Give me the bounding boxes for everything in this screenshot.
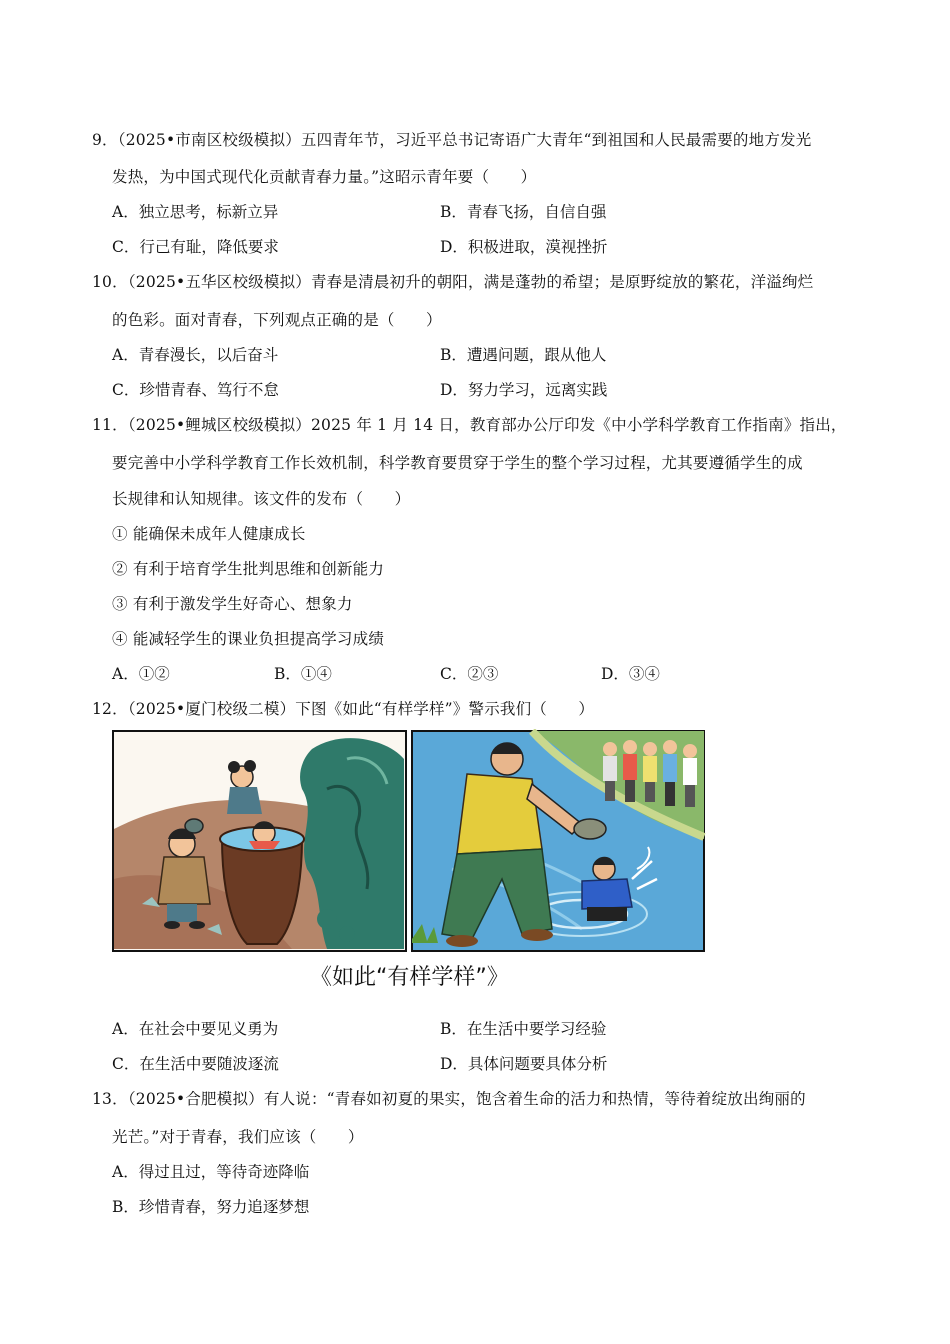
q11-stem-line1: 11．（2025•鲤城区校级模拟）2025 年 1 月 14 日，教育部办公厅印发《中小学科学教育工作指南》指出， bbox=[92, 416, 847, 434]
comic-right-panel bbox=[412, 731, 704, 951]
q11-statement-4: ④ 能减轻学生的课业负担提高学习成绩 bbox=[112, 630, 385, 648]
q9-stem-line2: 发热，为中国式现代化贡献青春力量。”这昭示青年要（ ） bbox=[112, 168, 537, 186]
q9-stem-line1: 9．（2025•市南区校级模拟）五四青年节，习近平总书记寄语广大青年“到祖国和人民最需要的地方发光 bbox=[92, 131, 812, 149]
q11-option-b[interactable]: B．①④ bbox=[274, 665, 332, 683]
q10-option-d[interactable]: D．努力学习，远离实践 bbox=[440, 381, 608, 399]
q13-option-a[interactable]: A．得过且过，等待奇迹降临 bbox=[112, 1163, 310, 1181]
q9-option-c[interactable]: C．行己有耻，降低要求 bbox=[112, 238, 279, 256]
q11-statement-3: ③ 有利于激发学生好奇心、想象力 bbox=[112, 595, 353, 613]
q10-option-c[interactable]: C．珍惜青春、笃行不怠 bbox=[112, 381, 279, 399]
q11-option-c[interactable]: C．②③ bbox=[440, 665, 499, 683]
q10-stem-line1: 10．（2025•五华区校级模拟）青春是清晨初升的朝阳，满是蓬勃的希望；是原野绽放的繁花，洋溢绚烂 bbox=[92, 273, 814, 291]
q11-option-d[interactable]: D．③④ bbox=[601, 665, 660, 683]
q12-option-d[interactable]: D．具体问题要具体分析 bbox=[440, 1055, 608, 1073]
q10-option-a[interactable]: A．青春漫长，以后奋斗 bbox=[112, 346, 279, 364]
q10-option-b[interactable]: B．遭遇问题，跟从他人 bbox=[440, 346, 607, 364]
q12-option-a[interactable]: A．在社会中要见义勇为 bbox=[112, 1020, 279, 1038]
q11-statement-2: ② 有利于培育学生批判思维和创新能力 bbox=[112, 560, 385, 578]
q9-option-b[interactable]: B．青春飞扬，自信自强 bbox=[440, 203, 607, 221]
q12-stem-line1: 12．（2025•厦门校级二模）下图《如此“有样学样”》警示我们（ ） bbox=[92, 700, 595, 718]
q11-stem-line2: 要完善中小学科学教育工作长效机制，科学教育要贯穿于学生的整个学习过程，尤其要遵循学生的成 bbox=[112, 454, 803, 472]
q12-option-b[interactable]: B．在生活中要学习经验 bbox=[440, 1020, 607, 1038]
comic-left-panel bbox=[113, 731, 406, 951]
q13-stem-line1: 13．（2025•合肥模拟）有人说：“青春如初夏的果实，饱含着生命的活力和热情，等待着绽放出绚丽的 bbox=[92, 1090, 806, 1108]
q9-option-d[interactable]: D．积极进取，漠视挫折 bbox=[440, 238, 608, 256]
q11-statement-1: ① 能确保未成年人健康成长 bbox=[112, 525, 306, 543]
comic-caption: 《如此“有样学样”》 bbox=[310, 965, 509, 990]
q11-stem-line3: 长规律和认知规律。该文件的发布（ ） bbox=[112, 490, 411, 508]
q13-option-b[interactable]: B．珍惜青春，努力追逐梦想 bbox=[112, 1198, 310, 1216]
q11-option-a[interactable]: A．①② bbox=[112, 665, 170, 683]
q13-stem-line2: 光芒。”对于青春，我们应该（ ） bbox=[112, 1128, 364, 1146]
q9-option-a[interactable]: A．独立思考，标新立异 bbox=[112, 203, 279, 221]
q12-option-c[interactable]: C．在生活中要随波逐流 bbox=[112, 1055, 279, 1073]
q10-stem-line2: 的色彩。面对青春，下列观点正确的是（ ） bbox=[112, 311, 442, 329]
comic-illustration bbox=[112, 729, 706, 991]
